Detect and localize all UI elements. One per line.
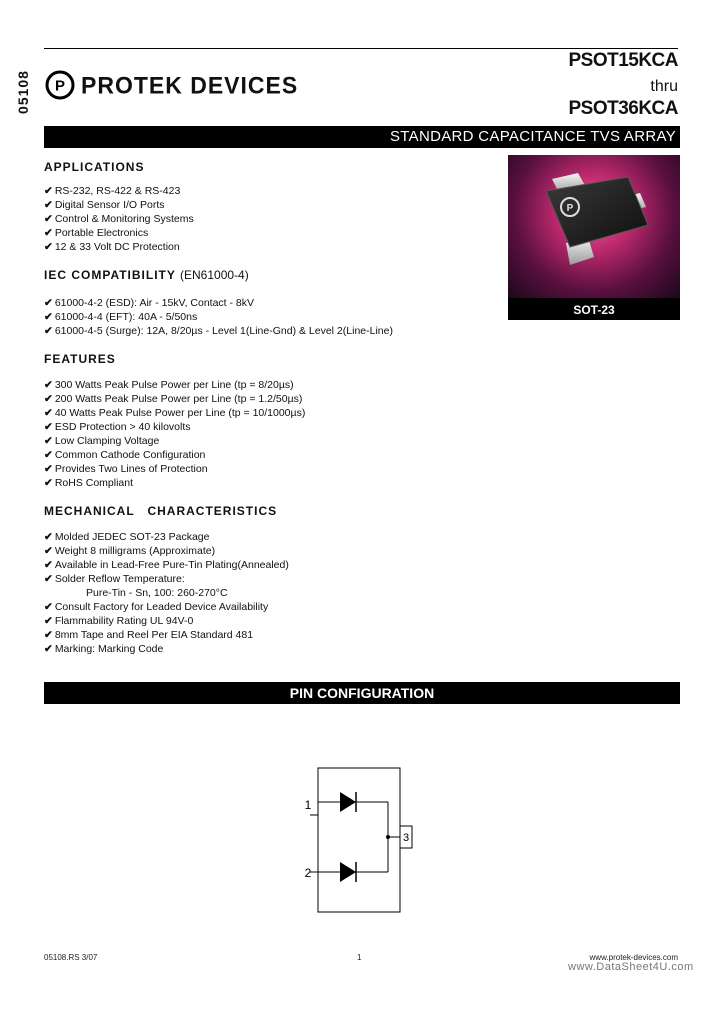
iec-heading: IEC COMPATIBILITY (EN61000-4) (44, 268, 249, 282)
list-item: ✔ Marking: Marking Code (44, 643, 164, 655)
pin-3-label: 3 (402, 832, 410, 844)
list-item: ✔ 200 Watts Peak Pulse Power per Line (tp = 1.2/50µs) (44, 393, 303, 405)
list-item: ✔ ESD Protection > 40 kilovolts (44, 421, 191, 433)
pin-configuration-diagram (300, 760, 420, 920)
sot23-package-photo (508, 155, 680, 298)
list-item: ✔ RS-232, RS-422 & RS-423 (44, 185, 181, 197)
top-rule (44, 48, 678, 49)
pin-config-heading: PIN CONFIGURATION (44, 682, 680, 704)
watermark: www.DataSheet4U.com (568, 961, 694, 973)
list-item: ✔ Provides Two Lines of Protection (44, 463, 208, 475)
side-document-code: 05108 (15, 70, 31, 114)
list-item: ✔ Digital Sensor I/O Ports (44, 199, 165, 211)
footer-url[interactable]: www.protek-devices.com (589, 953, 678, 962)
brand-logo (45, 70, 298, 100)
diode-1-icon (340, 792, 356, 812)
footer-code: 05108.RS 3/07 (44, 953, 98, 962)
product-type-banner: STANDARD CAPACITANCE TVS ARRAY (44, 126, 680, 148)
pin-2-label: 2 (304, 866, 312, 880)
list-item: ✔ Common Cathode Configuration (44, 449, 206, 461)
part-number-end: PSOT36KCA (568, 98, 678, 119)
sot23-chip-icon (508, 155, 680, 298)
logo-letter: P (54, 77, 66, 95)
part-range-word: thru (650, 78, 678, 95)
list-item: ✔ 40 Watts Peak Pulse Power per Line (tp = 10/1000µs) (44, 407, 306, 419)
package-caption: SOT-23 (508, 298, 680, 320)
protek-logo-icon (45, 70, 75, 100)
applications-heading: APPLICATIONS (44, 160, 145, 174)
svg-text:P: P (566, 203, 574, 214)
brand-name: PROTEK DEVICES (81, 70, 299, 99)
list-item: ✔ RoHS Compliant (44, 477, 134, 489)
list-item: ✔ Low Clamping Voltage (44, 435, 160, 447)
list-item: ✔ Solder Reflow Temperature: (44, 573, 185, 585)
iec-list (44, 296, 393, 338)
list-item: ✔ Available in Lead-Free Pure-Tin Plating(Annealed) (44, 559, 289, 571)
features-list (44, 378, 305, 490)
list-item: ✔ Flammability Rating UL 94V-0 (44, 615, 194, 627)
list-item: ✔ 12 & 33 Volt DC Protection (44, 241, 180, 253)
pin-1-label: 1 (304, 798, 312, 812)
list-item: ✔ 61000-4-2 (ESD): Air - 15kV, Contact - 8kV (44, 297, 255, 309)
footer-page-number: 1 (357, 953, 362, 962)
mechanical-heading: MECHANICAL CHARACTERISTICS (44, 504, 278, 518)
list-item: ✔ 8mm Tape and Reel Per EIA Standard 481 (44, 629, 254, 641)
list-item: ✔ Control & Monitoring Systems (44, 213, 194, 225)
list-item: ✔ 61000-4-4 (EFT): 40A - 5/50ns (44, 311, 198, 323)
applications-list (44, 184, 194, 254)
list-item: ✔ Portable Electronics (44, 227, 149, 239)
list-item: ✔ 61000-4-5 (Surge): 12A, 8/20µs - Level 1(Line-Gnd) & Level 2(Line-Line) (44, 325, 393, 337)
diode-2-icon (340, 862, 356, 882)
part-number-start: PSOT15KCA (568, 50, 678, 71)
mechanical-list (44, 530, 289, 656)
list-item: ✔ Molded JEDEC SOT-23 Package (44, 531, 210, 543)
features-heading: FEATURES (44, 352, 116, 366)
list-item: ✔ Consult Factory for Leaded Device Availability (44, 601, 269, 613)
list-item-indented: Pure-Tin - Sn, 100: 260-270°C (86, 587, 228, 599)
list-item: ✔ 300 Watts Peak Pulse Power per Line (tp = 8/20µs) (44, 379, 294, 391)
list-item: ✔ Weight 8 milligrams (Approximate) (44, 545, 216, 557)
